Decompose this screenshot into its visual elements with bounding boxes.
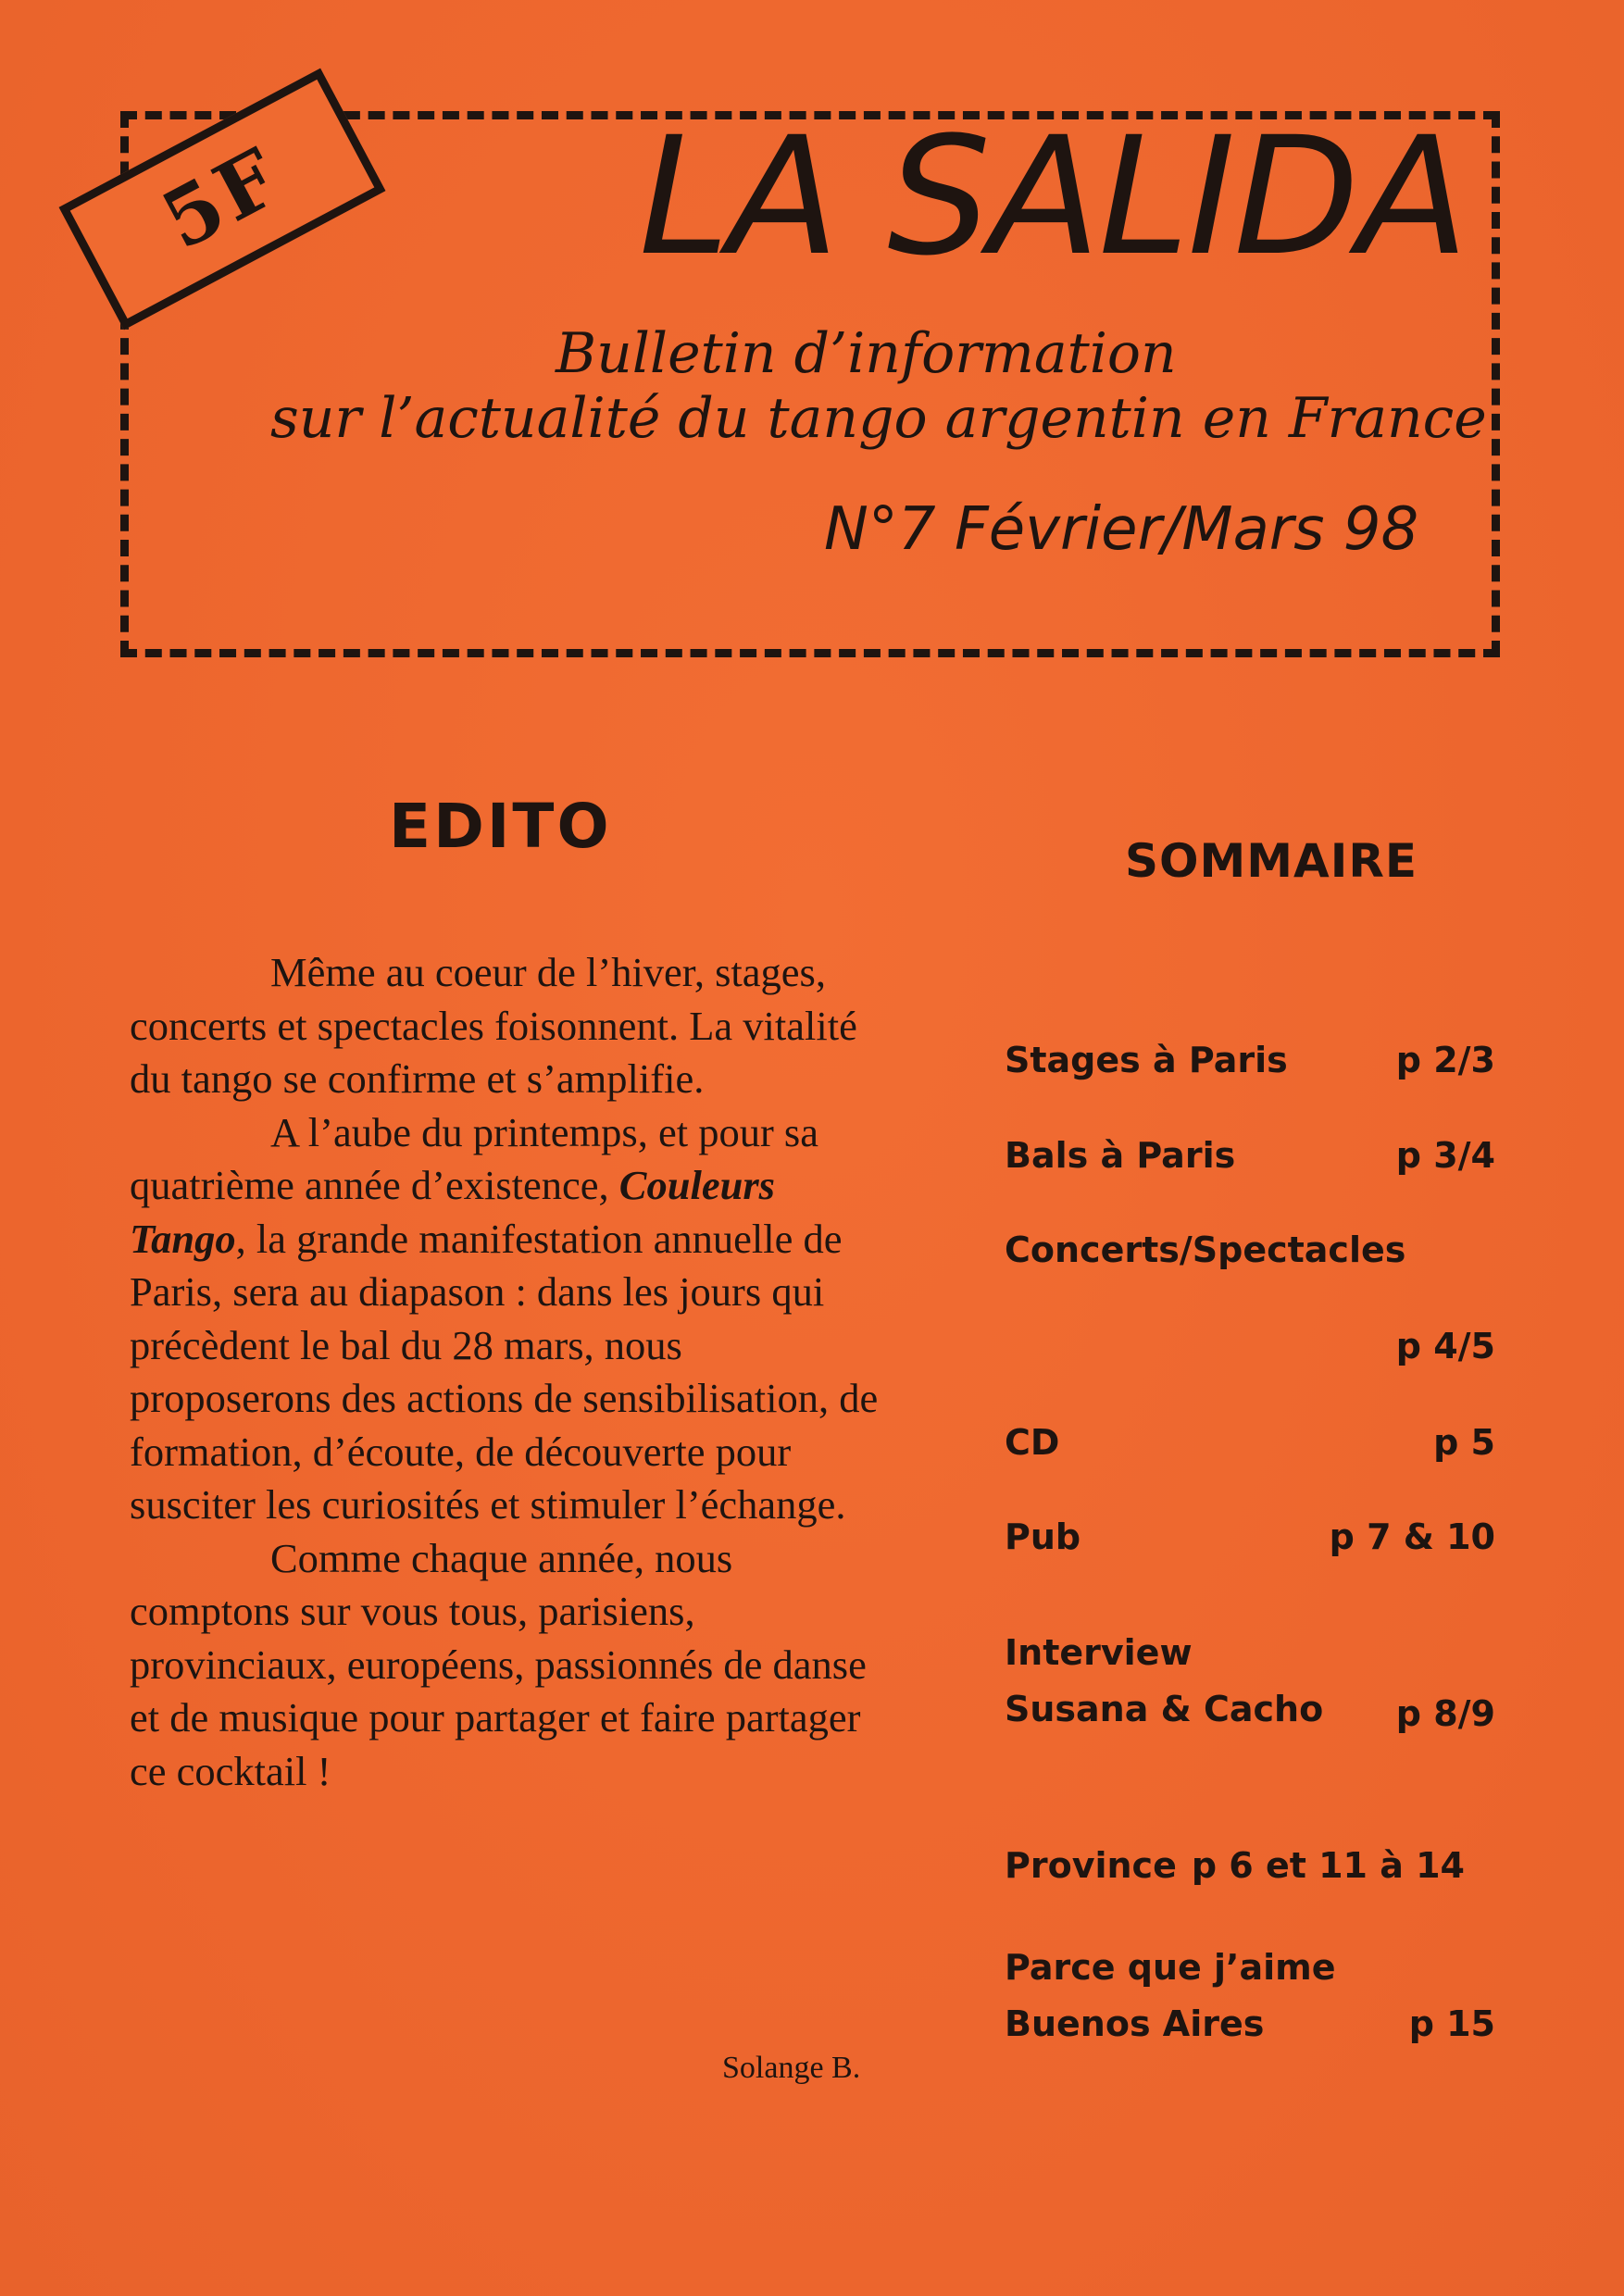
toc-entry-page: p 6 et 11 à 14 <box>1191 1845 1465 1886</box>
toc-entry-buenos-aires[interactable] <box>1005 1940 1495 2053</box>
issue-number: N°7 Février/Mars 98 <box>824 495 1419 564</box>
toc-entry-cd[interactable] <box>1005 1415 1495 1471</box>
edito-paragraph-1: Même au coeur de l’hiver, stages, concerts et spectacles foisonnent. La vitalité du tango se confirme et s’amplifie. <box>130 949 857 1102</box>
edito-paragraph-2-lead: A l’aube du printemps, et pour sa quatrième année d’existence, <box>130 1108 818 1208</box>
toc-entry-title: Province <box>1005 1845 1177 1886</box>
masthead-subtitle-line-1: Bulletin d’information <box>556 321 1177 386</box>
toc-entry-title: Parce que j’aime Buenos Aires <box>1005 1947 1336 2044</box>
toc-entry-title: Interview Susana & Cacho <box>1005 1632 1324 1729</box>
toc-entry-page: p 3/4 <box>1395 1135 1495 1176</box>
toc-entry-page: p 4/5 <box>1395 1326 1495 1366</box>
toc-entry-stages[interactable] <box>1005 1032 1495 1089</box>
edito-paragraph-2-rest: , la grande manifestation annuelle de Paris, sera au diapason : dans les jours qui précèdent le bal du 28 mars, nous proposerons des actions de sensibilisation, de formation, d’écoute, de découverte pour susciter les curiosités et stimuler l’échange. <box>130 1215 879 1528</box>
toc-entry-title: Concerts/Spectacles <box>1005 1229 1406 1270</box>
toc-entry-province[interactable] <box>1005 1838 1495 1894</box>
edito-heading: EDITO <box>389 791 612 862</box>
edito-signature: Solange B. <box>722 2051 861 2085</box>
price-label: 5F <box>147 129 297 268</box>
masthead-subtitle-line-2: sur l’actualité du tango argentin en France <box>270 386 1487 451</box>
toc-entry-pub[interactable] <box>1005 1509 1495 1566</box>
toc-entry-page: p 7 & 10 <box>1329 1516 1495 1557</box>
edito-paragraph-3: Comme chaque année, nous comptons sur vous tous, parisiens, provinciaux, européens, passionnés de danse et de musique pour partager et faire partager ce cocktail ! <box>130 1534 867 1794</box>
toc-entry-interview[interactable] <box>1005 1625 1338 1738</box>
toc-entry-title: Bals à Paris <box>1005 1135 1236 1176</box>
toc-entry-page: p 5 <box>1433 1422 1495 1463</box>
toc-entry-title: Stages à Paris <box>1005 1040 1288 1080</box>
sommaire-heading: SOMMAIRE <box>1125 834 1418 888</box>
edito-body <box>130 946 889 1798</box>
toc-entry-bals[interactable] <box>1005 1128 1495 1184</box>
toc-entry-concerts[interactable] <box>1005 1222 1495 1366</box>
edito-paragraph-2 <box>130 1106 889 1532</box>
toc-entry-title: Pub <box>1005 1516 1081 1557</box>
masthead-title: LA SALIDA <box>639 102 1468 292</box>
toc-entry-page: p 8/9 <box>1395 1693 1495 1734</box>
toc-entry-page: p 15 <box>1408 2003 1495 2044</box>
toc-entry-page: p 2/3 <box>1395 1040 1495 1080</box>
toc-entry-title: CD <box>1005 1422 1060 1463</box>
edito-highlight: Couleurs Tango <box>130 1162 775 1262</box>
